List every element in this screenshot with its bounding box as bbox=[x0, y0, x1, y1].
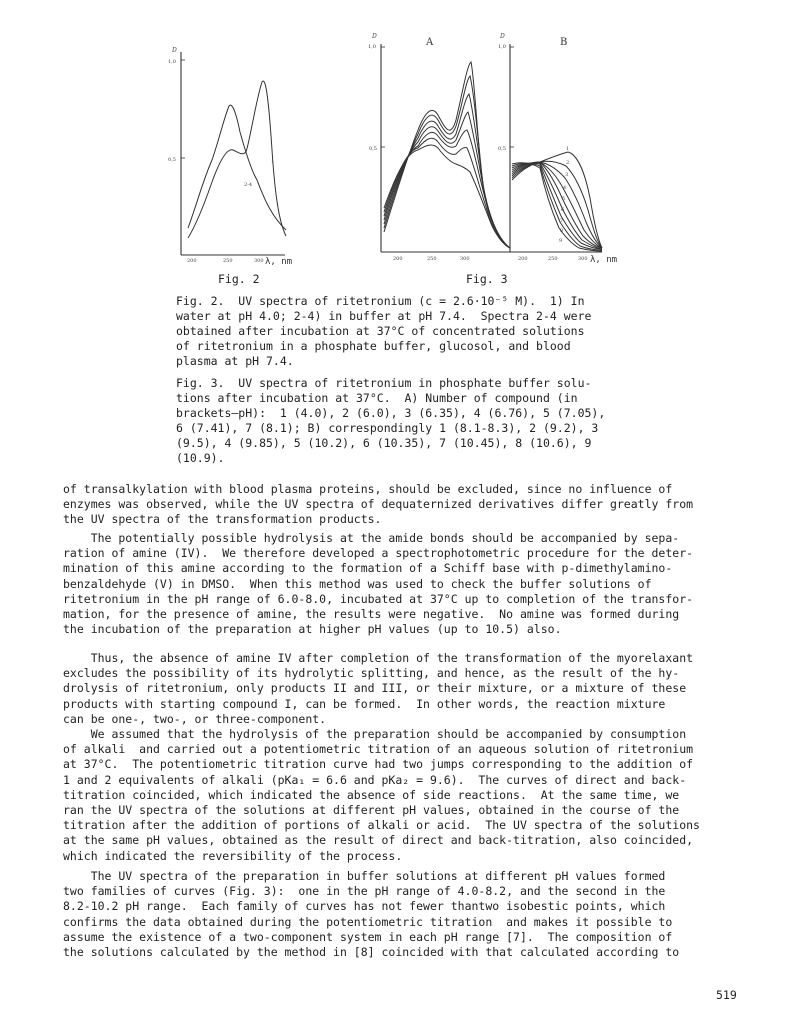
fig3b-curve-label-3: 3 bbox=[565, 172, 569, 178]
fig3b-curve-4 bbox=[512, 162, 602, 248]
fig3b-curve-label-7: 7 bbox=[560, 218, 564, 224]
fig3b-curve-label-6: 6 bbox=[561, 207, 565, 213]
fig3-caption bbox=[176, 376, 736, 466]
fig3a-curve bbox=[384, 138, 510, 248]
fig3a-x-tick-3: 300 bbox=[460, 256, 470, 262]
fig2-curve-label-2: 2-4 bbox=[244, 182, 253, 188]
text-line: plasma at pH 7.4. bbox=[176, 354, 294, 368]
text-line: which indicated the reversibility of the process. bbox=[63, 848, 403, 863]
text-line: ritetronium in the pH range of 6.0-8.0, incubated at 37°C up to completion of the transfor- bbox=[63, 591, 694, 606]
fig3b-y-axis-label: D bbox=[500, 33, 505, 40]
text-line: tions after incubation at 37°C. A) Number of compound (in bbox=[176, 391, 578, 405]
fig2-curve-2 bbox=[188, 105, 286, 230]
fig3b-x-tick-3: 300 bbox=[578, 256, 588, 262]
fig2-plot bbox=[168, 47, 292, 267]
fig2-y-axis-label: D bbox=[172, 47, 177, 54]
fig3b-y-tick-1: 1,0 bbox=[498, 44, 506, 50]
fig3-panel-a bbox=[368, 33, 510, 262]
fig3-panel-b-label: B bbox=[560, 37, 568, 48]
fig3b-curve-2 bbox=[512, 161, 602, 248]
figures-area bbox=[0, 0, 796, 300]
text-line: of alkali and carried out a potentiometric titration of an aqueous solution of ritetronium bbox=[63, 742, 694, 757]
fig2-caption bbox=[176, 294, 736, 369]
text-line: products with starting compound I, can be formed. In other words, the reaction mixture bbox=[63, 696, 666, 711]
text-line: the incubation of the preparation at higher pH values (up to 10.5) also. bbox=[63, 622, 562, 637]
text-line: water at pH 4.0; 2-4) in buffer at pH 7.4. Spectra 2-4 were bbox=[176, 309, 592, 323]
paragraph-4 bbox=[63, 727, 753, 864]
paragraph-1 bbox=[63, 482, 753, 528]
fig2-label: Fig. 2 bbox=[218, 272, 260, 286]
text-line: brackets—pH): 1 (4.0), 2 (6.0), 3 (6.35), 4 (6.76), 5 (7.05), bbox=[176, 406, 606, 420]
fig3a-curve bbox=[384, 130, 510, 248]
text-line: ration of amine (IV). We therefore developed a spectrophotometric procedure for the deter- bbox=[63, 546, 694, 561]
text-line: Fig. 2. UV spectra of ritetronium (c = 2.6·10⁻⁵ M). 1) In bbox=[176, 294, 585, 308]
fig3a-curve bbox=[384, 145, 510, 248]
text-line: excludes the possibility of its hydrolytic splitting, and hence, as the result of the hy- bbox=[63, 666, 680, 681]
text-line: (10.9). bbox=[176, 451, 225, 465]
text-line: benzaldehyde (V) in DMSO. When this method was used to check the buffer solutions of bbox=[63, 576, 652, 591]
fig3b-curve-label-8: 8 bbox=[560, 228, 564, 234]
page-number: 519 bbox=[716, 988, 737, 1002]
text-line: enzymes was observed, while the UV spectra of dequaternized derivatives differ greatly from bbox=[63, 497, 694, 512]
fig3-panel-a-label: A bbox=[426, 37, 434, 48]
text-line: confirms the data obtained during the potentiometric titration and makes it possible to bbox=[63, 914, 673, 929]
fig3b-curve-5 bbox=[512, 162, 602, 248]
text-line: (9.5), 4 (9.85), 5 (10.2), 6 (10.35), 7 (10.45), 8 (10.6), 9 bbox=[176, 436, 592, 450]
text-line: 8.2-10.2 pH range. Each family of curves has not fewer thantwo isobestic points, which bbox=[63, 899, 666, 914]
text-line: Fig. 3. UV spectra of ritetronium in phosphate buffer solu- bbox=[176, 376, 592, 390]
fig2-x-unit: λ, nm bbox=[265, 257, 293, 267]
fig2-y-tick-2: 0,5 bbox=[168, 157, 176, 163]
fig3b-x-tick-2: 250 bbox=[548, 256, 558, 262]
text-line: at 37°C. The potentiometric titration curve had two jumps corresponding to the addition of bbox=[63, 757, 694, 772]
fig3-panel-b bbox=[498, 33, 617, 265]
fig3a-y-tick-1: 1,0 bbox=[368, 44, 376, 50]
fig3b-x-tick-1: 200 bbox=[518, 256, 528, 262]
text-line: assume the existence of a two-component system in each pH range [7]. The composition of bbox=[63, 929, 673, 944]
text-line: mation, for the presence of amine, the results were negative. No amine was formed during bbox=[63, 607, 680, 622]
text-line: The UV spectra of the preparation in buffer solutions at different pH values formed bbox=[63, 869, 666, 883]
paragraph-2 bbox=[63, 531, 753, 637]
text-line: We assumed that the hydrolysis of the preparation should be accompanied by consumption bbox=[63, 727, 687, 741]
fig3b-curve-label-2: 2 bbox=[566, 160, 570, 166]
text-line: the UV spectra of the transformation products. bbox=[63, 512, 382, 527]
fig2-x-tick-2: 250 bbox=[223, 258, 233, 264]
text-line: two families of curves (Fig. 3): one in the pH range of 4.0-8.2, and the second in the bbox=[63, 884, 666, 899]
text-line: at the same pH values, obtained as the result of direct and back-titration, also coincided, bbox=[63, 833, 694, 848]
text-line: drolysis of ritetronium, only products II and III, or their mixture, or a mixture of these bbox=[63, 681, 687, 696]
fig3a-x-tick-1: 200 bbox=[393, 256, 403, 262]
fig2-curve-label-1: 1 bbox=[271, 159, 275, 165]
paragraph-5 bbox=[63, 869, 753, 960]
fig3a-x-tick-2: 250 bbox=[427, 256, 437, 262]
fig3b-x-unit: λ, nm bbox=[590, 255, 618, 265]
fig2-x-tick-3: 300 bbox=[254, 258, 264, 264]
text-line: The potentially possible hydrolysis at the amide bonds should be accompanied by sepa- bbox=[63, 531, 680, 545]
text-line: titration coincided, which indicated the absence of side reactions. At the same time, we bbox=[63, 787, 680, 802]
text-line: 6 (7.41), 7 (8.1); B) correspondingly 1 (8.1-8.3), 2 (9.2), 3 bbox=[176, 421, 599, 435]
text-line: obtained after incubation at 37°C of concentrated solutions bbox=[176, 324, 585, 338]
text-line: of transalkylation with blood plasma proteins, should be excluded, since no influence of bbox=[63, 482, 673, 496]
text-line: Thus, the absence of amine IV after completion of the transformation of the myorelaxant bbox=[63, 651, 694, 665]
fig3b-y-tick-2: 0,5 bbox=[498, 146, 506, 152]
fig3b-curve-label-5: 5 bbox=[562, 196, 566, 202]
text-line: 1 and 2 equivalents of alkali (pKa₁ = 6.6 and pKa₂ = 9.6). The curves of direct and back- bbox=[63, 772, 687, 787]
paragraph-3 bbox=[63, 651, 753, 727]
fig3b-curve-label-1: 1 bbox=[566, 146, 570, 152]
fig3a-curve bbox=[384, 112, 510, 248]
text-line: can be one-, two-, or three-component. bbox=[63, 711, 327, 726]
fig2-x-tick-1: 200 bbox=[187, 258, 197, 264]
fig3-label: Fig. 3 bbox=[466, 272, 508, 286]
text-line: ran the UV spectra of the solutions at different pH values, obtained in the course of the bbox=[63, 803, 680, 818]
text-line: mination of this amine according to the formation of a Schiff base with p-dimethylamino- bbox=[63, 561, 673, 576]
text-line: the solutions calculated by the method in [8] coincided with that calculated according to bbox=[63, 945, 680, 960]
fig3b-curve-label-9: 9 bbox=[559, 238, 563, 244]
fig3b-curve-label-4: 4 bbox=[563, 185, 567, 191]
text-line: of ritetronium in a phosphate buffer, glucosol, and blood bbox=[176, 339, 571, 353]
fig3a-y-tick-2: 0,5 bbox=[369, 146, 377, 152]
fig2-y-tick-1: 1,0 bbox=[168, 59, 176, 65]
fig3a-y-axis-label: D bbox=[372, 33, 377, 40]
fig3b-curve-3 bbox=[512, 162, 602, 248]
text-line: titration after the addition of portions of alkali or acid. The UV spectra of the solutions bbox=[63, 818, 700, 833]
